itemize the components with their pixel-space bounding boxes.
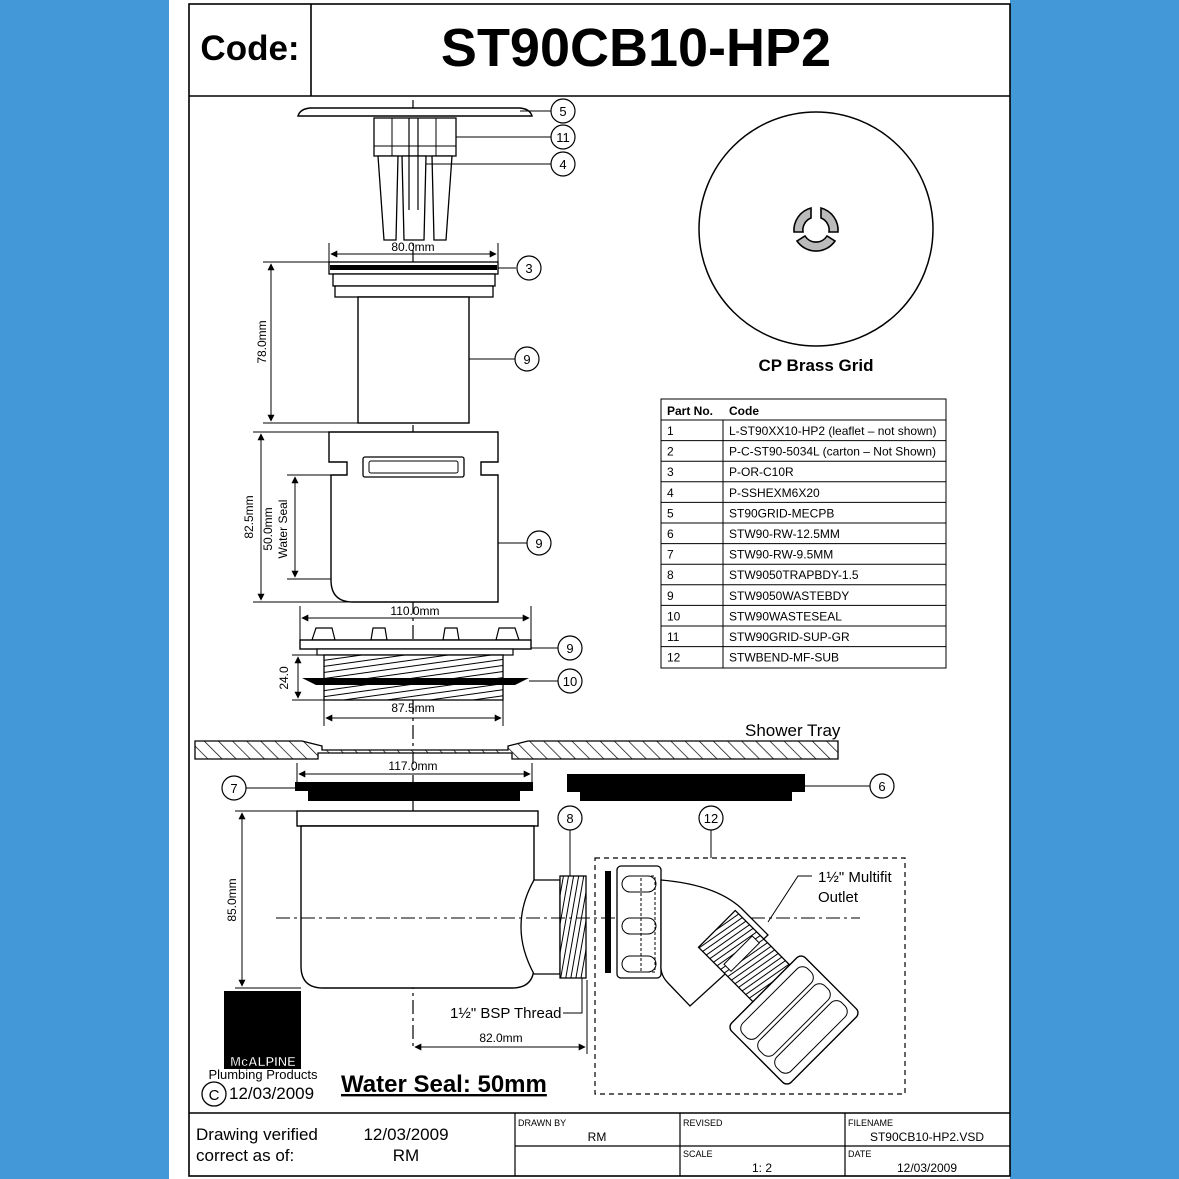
svg-text:3: 3 [525, 261, 533, 276]
dim-water-seal-word: Water Seal [276, 499, 290, 559]
bsp-thread-label: 1½" BSP Thread [450, 1005, 562, 1022]
svg-text:9: 9 [535, 536, 543, 551]
filename-label: FILENAME [848, 1118, 894, 1128]
dim-tray-hole: 117.0mm [388, 759, 438, 773]
grid-title: CP Brass Grid [758, 356, 874, 375]
callout-4 [551, 152, 575, 176]
lower-trap-body [301, 826, 534, 988]
svg-text:4: 4 [559, 157, 567, 172]
logo-subtitle: Plumbing Products [208, 1067, 318, 1082]
verified-line-2: correct as of: [196, 1146, 295, 1165]
callout-5 [551, 99, 575, 123]
part-code: STWBEND-MF-SUB [729, 650, 839, 665]
parts-table [661, 399, 946, 668]
callout-8 [558, 806, 582, 830]
part-number: 4 [667, 485, 674, 500]
svg-text:7: 7 [230, 781, 238, 796]
bsp-thread [560, 876, 586, 978]
filename-value: ST90CB10-HP2.VSD [869, 1130, 985, 1144]
code-label: Code: [200, 29, 300, 68]
svg-text:6: 6 [878, 779, 886, 794]
dim-body-height: 85.0mm [225, 878, 239, 922]
dim-thread-width: 87.5mm [391, 701, 435, 715]
part-code: STW90WASTESEAL [729, 609, 842, 624]
part-number: 11 [667, 630, 680, 644]
callout-12 [699, 806, 723, 830]
part-code: P-OR-C10R [729, 465, 794, 480]
svg-text:9: 9 [566, 641, 574, 656]
date-value: 12/03/2009 [896, 1161, 958, 1175]
part-number: 2 [667, 444, 674, 459]
revised-label: REVISED [683, 1118, 723, 1128]
code-value: ST90CB10-HP2 [440, 18, 832, 78]
callout-3 [517, 256, 541, 280]
part-code: STW90-RW-9.5MM [729, 547, 834, 562]
waste-seal [302, 678, 529, 685]
part-number: 5 [667, 506, 674, 521]
copyright-date: 12/03/2009 [229, 1084, 315, 1103]
svg-text:11: 11 [556, 130, 570, 145]
table-header-code: Code [729, 404, 759, 418]
callout-9c [558, 636, 582, 660]
part-number: 6 [667, 527, 674, 541]
svg-text:12: 12 [703, 811, 719, 826]
shower-tray-label: Shower Tray [745, 721, 841, 740]
shower-tray [195, 741, 838, 759]
part-number: 8 [667, 568, 674, 583]
part-number: 9 [667, 588, 674, 603]
washer-7 [295, 782, 533, 791]
callout-7 [222, 776, 246, 800]
svg-text:9: 9 [523, 352, 531, 367]
part-number: 7 [667, 547, 674, 562]
multifit-label-1: 1½" Multifit [818, 869, 892, 886]
dim-thread-height: 24.0 [277, 666, 291, 690]
verified-by: RM [392, 1146, 420, 1165]
part-number: 3 [667, 465, 674, 480]
part-code: STW90GRID-SUP-GR [729, 630, 850, 644]
grid-plan-view [699, 112, 933, 346]
dim-grid-width: 80.0mm [391, 240, 435, 254]
part-code: ST90GRID-MECPB [729, 506, 835, 521]
part-number: 12 [667, 650, 681, 665]
title-block [189, 1113, 1010, 1176]
drawn-by-value: RM [587, 1130, 607, 1144]
verified-date: 12/03/2009 [363, 1125, 449, 1144]
svg-text:C: C [208, 1087, 220, 1104]
o-ring [330, 265, 497, 270]
callout-9b [527, 531, 551, 555]
part-code: P-C-ST90-5034L (carton – Not Shown) [729, 444, 936, 459]
thread-section [324, 655, 503, 700]
logo-brand: McALPINE [230, 1054, 296, 1069]
multifit-label-2: Outlet [818, 889, 859, 906]
drawn-by-label: DRAWN BY [518, 1118, 567, 1128]
callout-11 [551, 125, 575, 149]
part-code: STW9050WASTEBDY [729, 588, 850, 603]
upper-waste-body [358, 297, 469, 423]
callout-6 [870, 774, 894, 798]
part-code: P-SSHEXM6X20 [729, 485, 820, 500]
grid-support [374, 118, 456, 156]
svg-text:8: 8 [566, 811, 574, 826]
part-code: L-ST90XX10-HP2 (leaflet – not shown) [729, 424, 937, 438]
date-label: DATE [848, 1149, 872, 1159]
svg-text:5: 5 [559, 104, 567, 119]
grid-cap [298, 108, 532, 116]
callout-10 [558, 669, 582, 693]
part-code: STW9050TRAPBDY-1.5 [729, 568, 859, 583]
scale-value: 1: 2 [751, 1161, 773, 1175]
dim-trap-height: 82.5mm [242, 495, 256, 539]
callout-9a [515, 347, 539, 371]
verified-line-1: Drawing verified [196, 1125, 318, 1144]
scale-label: SCALE [683, 1149, 713, 1159]
dim-flange-width: 110.0mm [390, 604, 440, 618]
svg-text:10: 10 [562, 674, 578, 689]
dim-upper-body-height: 78.0mm [255, 320, 269, 364]
table-header-part: Part No. [667, 404, 714, 418]
part-code: STW90-RW-12.5MM [729, 527, 840, 541]
dim-outlet-offset: 82.0mm [479, 1031, 523, 1045]
water-seal-title: Water Seal: 50mm [341, 1071, 547, 1098]
part-number: 10 [667, 609, 681, 624]
washer-6 [567, 774, 805, 792]
part-number: 1 [667, 424, 674, 438]
flange [300, 640, 531, 649]
dim-water-seal: 50.0mm [261, 507, 275, 551]
